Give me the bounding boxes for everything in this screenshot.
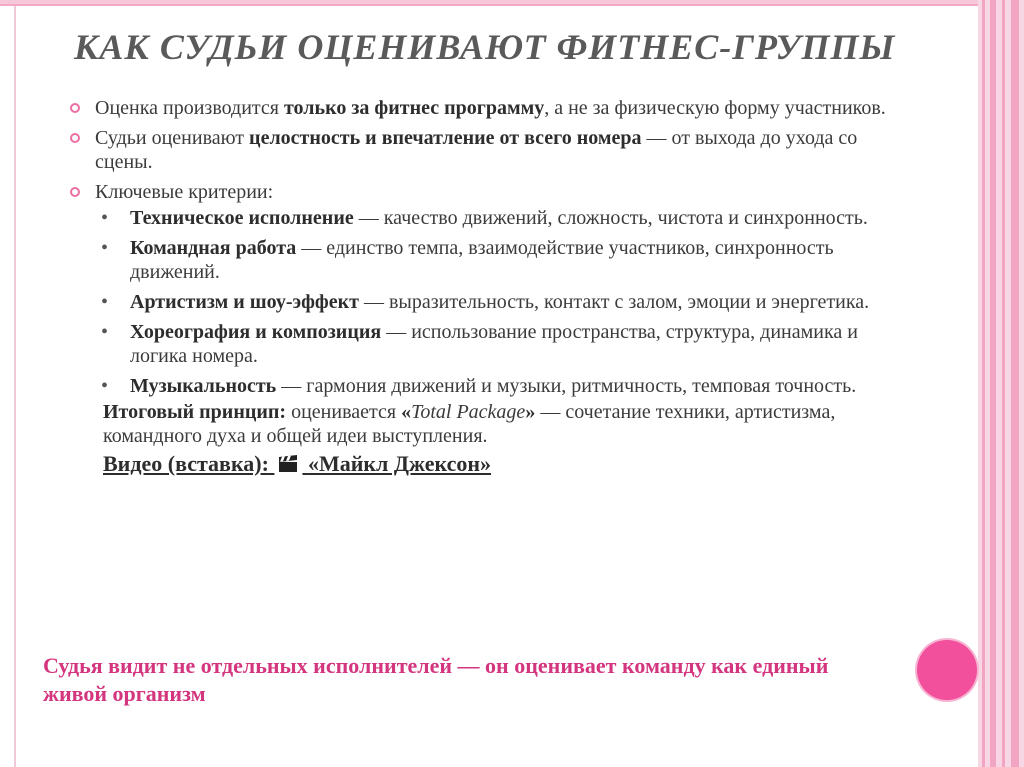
clapperboard-icon: [278, 455, 298, 473]
slide-title: КАК СУДЬИ ОЦЕНИВАЮТ ФИТНЕС-ГРУППЫ: [74, 27, 896, 67]
right-stripes: [978, 0, 1024, 767]
ring-bullet-icon: [70, 187, 80, 197]
dot-bullet-icon: •: [101, 207, 109, 229]
dot-bullet-icon: •: [101, 291, 109, 313]
dot-bullet-icon: •: [101, 237, 109, 259]
bullet-item: Ключевые критерии:: [70, 180, 890, 204]
criteria-item: • Музыкальность — гармония движений и музыки, ритмичность, темповая точность.: [101, 375, 857, 397]
criteria-item: • Техническое исполнение — качество движений, сложность, чистота и синхронность.: [101, 207, 868, 229]
conclusion-text: Судья видит не отдельных исполнителей — он оценивает команду как единый живой организм: [43, 653, 829, 706]
criteria-item: • Хореография и композиция — использование пространства, структура, динамика и логика номера.: [101, 321, 858, 367]
criteria-item: • Артистизм и шоу-эффект — выразительность, контакт с залом, эмоции и энергетика.: [101, 291, 870, 313]
ring-bullet-icon: [70, 133, 80, 143]
summary-text: Итоговый принцип: оценивается «Total Package» — сочетание техники, артистизма, командного духа и общей идеи выступления.: [103, 401, 836, 447]
dot-bullet-icon: •: [101, 321, 109, 343]
left-border: [14, 6, 16, 767]
video-link[interactable]: Видео (вставка): «Майкл Джексон»: [103, 451, 492, 476]
decorative-circle: [917, 640, 977, 700]
top-border: [0, 0, 1024, 6]
dot-bullet-icon: •: [101, 375, 109, 397]
ring-bullet-icon: [70, 103, 80, 113]
bullet-item: Оценка производится только за фитнес программу, а не за физическую форму участников.: [70, 96, 890, 120]
slide-content: [70, 96, 890, 476]
bullet-item: Судьи оценивают целостность и впечатление от всего номера — от выхода до ухода со сцены.: [70, 126, 890, 174]
criteria-item: • Командная работа — единство темпа, взаимодействие участников, синхронность движений.: [101, 237, 834, 283]
